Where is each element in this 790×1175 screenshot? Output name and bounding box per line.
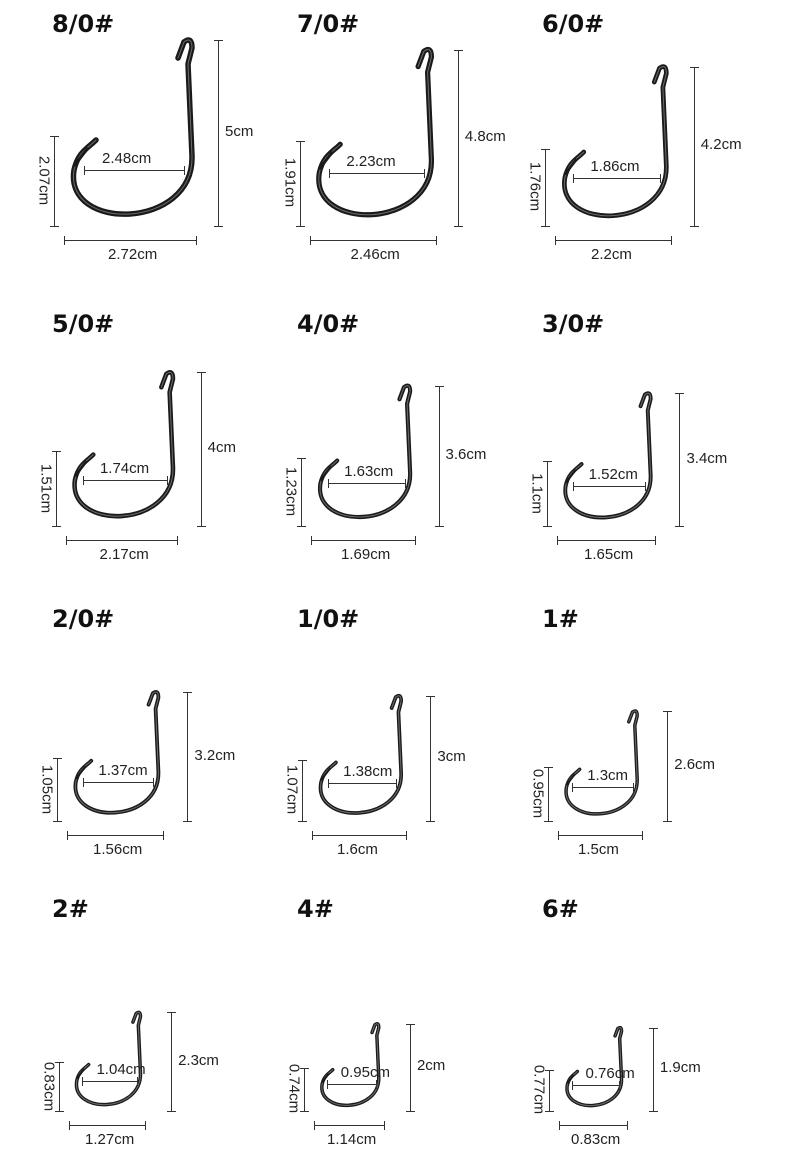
gap-dimension-line-cap [84,166,85,175]
width-dimension-line-cap [384,1121,385,1130]
hook-highlight [564,67,666,216]
gap-label: 1.52cm [588,465,638,483]
width-dimension-line-cap [69,1121,70,1130]
gap-dimension-line [572,787,633,788]
height-dimension-line [694,67,695,226]
depth-label: 1.07cm [283,765,301,815]
height-label: 1.9cm [659,1059,701,1077]
width-dimension-line [312,835,406,836]
gap-dimension-line [572,1085,619,1086]
gap-dimension-line-cap [573,174,574,183]
gap-dimension-line-cap [376,1080,377,1089]
gap-label: 1.3cm [587,767,629,785]
gap-dimension-line-cap [153,778,154,787]
gap-dimension-line-cap [329,169,330,178]
depth-dimension-line [57,758,58,821]
height-label: 4.2cm [700,136,742,154]
hook-cell [0,885,245,1175]
width-dimension-line-cap [627,1121,628,1130]
gap-dimension-line-cap [633,783,634,792]
width-dimension-line-cap [145,1121,146,1130]
height-dimension-line-cap [426,696,435,697]
gap-dimension-line-cap [572,783,573,792]
depth-label: 0.77cm [530,1065,548,1115]
gap-dimension-line-cap [405,479,406,488]
height-dimension-line-cap [454,226,463,227]
width-dimension-line-cap [64,236,65,245]
gap-dimension-line-cap [572,1081,573,1090]
hook-shape [565,393,650,517]
hook-shape [564,67,666,216]
height-label: 3cm [437,748,466,766]
gap-dimension-line [328,783,397,784]
gap-dimension-line-cap [167,476,168,485]
hook-highlight [73,40,192,214]
height-dimension-line [458,50,459,227]
gap-dimension-line-cap [327,1080,328,1089]
depth-dimension-line [56,451,57,526]
width-dimension-line-cap [671,236,672,245]
width-dimension-line [555,240,670,241]
hook-highlight [319,50,432,215]
hook-cell [245,0,506,290]
hook-size-title: 4# [297,895,334,923]
hook-size-title: 4/0# [297,310,360,338]
width-label: 2.2cm [591,246,632,263]
hook-highlight [76,1012,140,1104]
width-label: 1.69cm [341,546,391,563]
height-dimension-line [201,372,202,526]
depth-dimension-line [59,1062,60,1111]
gap-dimension-line [83,480,166,481]
hook-shape [75,692,158,813]
hook-cell [490,885,735,1175]
gap-label: 0.76cm [585,1065,635,1083]
width-dimension-line-cap [558,831,559,840]
gap-label: 1.04cm [96,1060,146,1078]
depth-dimension-line [301,458,302,526]
depth-dimension-line-cap [541,226,550,227]
width-dimension-line-cap [66,536,67,545]
height-dimension-line-cap [214,226,223,227]
height-dimension-line [430,696,431,821]
height-dimension-line-cap [197,526,206,527]
height-dimension-line [667,711,668,821]
hook-cell [245,300,490,590]
hook-shape [73,40,192,214]
hook-highlight [75,372,173,516]
height-dimension-line-cap [183,692,192,693]
depth-dimension-line [300,141,301,227]
hook-size-title: 2/0# [52,605,115,633]
gap-dimension-line-cap [573,482,574,491]
width-dimension-line [314,1125,384,1126]
height-dimension-line-cap [406,1024,415,1025]
height-label: 3.6cm [445,445,487,463]
width-dimension-line [66,540,178,541]
height-label: 4.8cm [464,127,506,145]
width-dimension-line-cap [312,831,313,840]
depth-dimension-line-cap [50,226,59,227]
height-label: 3.4cm [686,449,728,467]
height-dimension-line-cap [406,1111,415,1112]
gap-dimension-line-cap [645,482,646,491]
width-dimension-line [559,1125,626,1126]
gap-dimension-line-cap [328,779,329,788]
gap-label: 2.48cm [102,150,152,167]
height-dimension-line [218,40,219,226]
height-dimension-line-cap [167,1111,176,1112]
width-label: 1.5cm [578,841,619,858]
gap-label: 1.86cm [590,157,640,175]
width-label: 1.27cm [85,1131,135,1148]
width-dimension-line [64,240,196,241]
depth-dimension-line-cap [297,458,306,459]
gap-dimension-line-cap [396,779,397,788]
height-dimension-line-cap [426,821,435,822]
height-dimension-line-cap [214,40,223,41]
height-dimension-line-cap [649,1111,658,1112]
hook-cell [0,0,254,290]
depth-label: 0.95cm [529,768,547,819]
width-dimension-line-cap [196,236,197,245]
hook-size-title: 6/0# [542,10,605,38]
depth-label: 2.07cm [35,155,53,206]
height-dimension-line-cap [649,1028,658,1029]
height-dimension-line-cap [435,526,444,527]
gap-dimension-line [82,1081,137,1082]
width-dimension-line-cap [163,831,164,840]
width-dimension-line-cap [415,536,416,545]
height-label: 5cm [225,123,254,140]
gap-label: 1.38cm [343,762,393,780]
hook-size-title: 5/0# [52,310,115,338]
height-dimension-line-cap [690,226,699,227]
depth-dimension-line-cap [296,141,305,142]
hook-size-title: 7/0# [297,10,360,38]
width-dimension-line [69,1125,146,1126]
height-dimension-line-cap [197,372,206,373]
hook-cell [490,300,735,590]
width-label: 2.46cm [350,246,400,263]
gap-dimension-line-cap [328,479,329,488]
depth-dimension-line-cap [541,149,550,150]
depth-dimension-line [548,767,549,821]
height-dimension-line [439,386,440,526]
depth-dimension-line-cap [52,451,61,452]
height-label: 2.6cm [674,756,716,773]
gap-dimension-line-cap [137,1077,138,1086]
height-dimension-line [679,393,680,526]
width-label: 0.83cm [571,1131,621,1148]
height-dimension-line-cap [167,1012,176,1013]
width-dimension-line-cap [406,831,407,840]
hook-size-title: 6# [542,895,579,923]
height-label: 4cm [207,439,236,457]
depth-label: 1.23cm [282,466,300,516]
gap-dimension-line [83,782,154,783]
height-label: 2.3cm [178,1051,219,1069]
gap-dimension-line [327,1084,376,1085]
height-dimension-line-cap [675,526,684,527]
hook-cell [0,300,245,590]
hook-cell [490,595,735,885]
width-dimension-line-cap [655,536,656,545]
depth-dimension-line-cap [297,526,306,527]
gap-dimension-line-cap [83,476,84,485]
width-dimension-line [558,835,642,836]
hook-cell [0,595,245,885]
depth-label: 1.76cm [526,162,544,212]
hook-size-title: 1# [542,605,579,633]
width-dimension-line [311,540,414,541]
depth-dimension-line [547,461,548,526]
depth-label: 0.83cm [40,1061,58,1111]
hook-highlight [75,692,158,813]
depth-dimension-line [54,136,55,226]
hook-shape [75,372,173,516]
depth-label: 1.1cm [528,472,546,514]
depth-label: 1.05cm [38,764,56,814]
gap-dimension-line-cap [424,169,425,178]
hook-size-title: 8/0# [52,10,115,38]
depth-dimension-line-cap [296,226,305,227]
hook-shape [76,1012,140,1104]
depth-dimension-line [302,760,303,821]
depth-dimension-line-cap [298,821,307,822]
hook-cell [245,595,490,885]
height-dimension-line [171,1012,172,1111]
gap-dimension-line-cap [660,174,661,183]
width-dimension-line-cap [642,831,643,840]
height-label: 2cm [416,1057,446,1075]
depth-dimension-line-cap [543,461,552,462]
depth-dimension-line-cap [52,526,61,527]
height-dimension-line [410,1024,411,1111]
depth-label: 1.91cm [281,158,298,208]
gap-dimension-line [84,170,184,171]
width-dimension-line-cap [311,536,312,545]
height-dimension-line-cap [435,386,444,387]
width-dimension-line-cap [177,536,178,545]
depth-label: 0.74cm [285,1064,303,1114]
width-label: 1.65cm [584,546,634,563]
gap-label: 1.63cm [344,463,394,481]
gap-dimension-line [573,178,659,179]
gap-dimension-line-cap [83,778,84,787]
height-dimension-line [653,1028,654,1111]
width-dimension-line-cap [557,536,558,545]
height-dimension-line-cap [183,821,192,822]
gap-dimension-line [329,173,424,174]
hook-shape [566,711,637,814]
gap-dimension-line-cap [184,166,185,175]
gap-label: 0.95cm [340,1064,390,1082]
hook-size-title: 3/0# [542,310,605,338]
depth-dimension-line-cap [50,136,59,137]
hook-cell [245,885,490,1175]
width-dimension-line [310,240,436,241]
width-label: 2.72cm [108,246,158,263]
gap-label: 2.23cm [346,152,396,170]
hook-shape [320,386,410,517]
depth-dimension-line [549,1070,550,1111]
width-dimension-line-cap [310,236,311,245]
gap-dimension-line [328,483,404,484]
gap-dimension-line [573,486,646,487]
depth-dimension-line-cap [53,821,62,822]
hook-size-title: 2# [52,895,89,923]
hook-cell [490,0,742,290]
gap-label: 1.74cm [99,459,150,477]
height-dimension-line-cap [690,67,699,68]
width-label: 2.17cm [99,546,149,563]
depth-dimension-line-cap [543,526,552,527]
width-label: 1.56cm [93,841,143,858]
hook-highlight [565,393,650,517]
hook-highlight [320,386,410,517]
height-label: 3.2cm [194,746,236,764]
width-label: 1.6cm [337,841,378,858]
height-dimension-line-cap [663,711,672,712]
width-label: 1.14cm [327,1131,377,1148]
width-dimension-line-cap [559,1121,560,1130]
width-dimension-line-cap [555,236,556,245]
hook-highlight [321,696,402,813]
hook-highlight [566,711,637,814]
width-dimension-line-cap [314,1121,315,1130]
depth-label: 1.51cm [37,463,55,513]
depth-dimension-line [545,149,546,226]
gap-label: 1.37cm [98,761,148,779]
height-dimension-line-cap [675,393,684,394]
hook-size-title: 1/0# [297,605,360,633]
hook-shape [319,50,432,215]
gap-dimension-line-cap [82,1077,83,1086]
width-dimension-line-cap [67,831,68,840]
gap-dimension-line-cap [619,1081,620,1090]
width-dimension-line-cap [436,236,437,245]
width-dimension-line [557,540,655,541]
depth-dimension-line [304,1068,305,1111]
width-dimension-line [67,835,163,836]
height-dimension-line [187,692,188,821]
height-dimension-line-cap [663,821,672,822]
hook-shape [321,696,402,813]
height-dimension-line-cap [454,50,463,51]
